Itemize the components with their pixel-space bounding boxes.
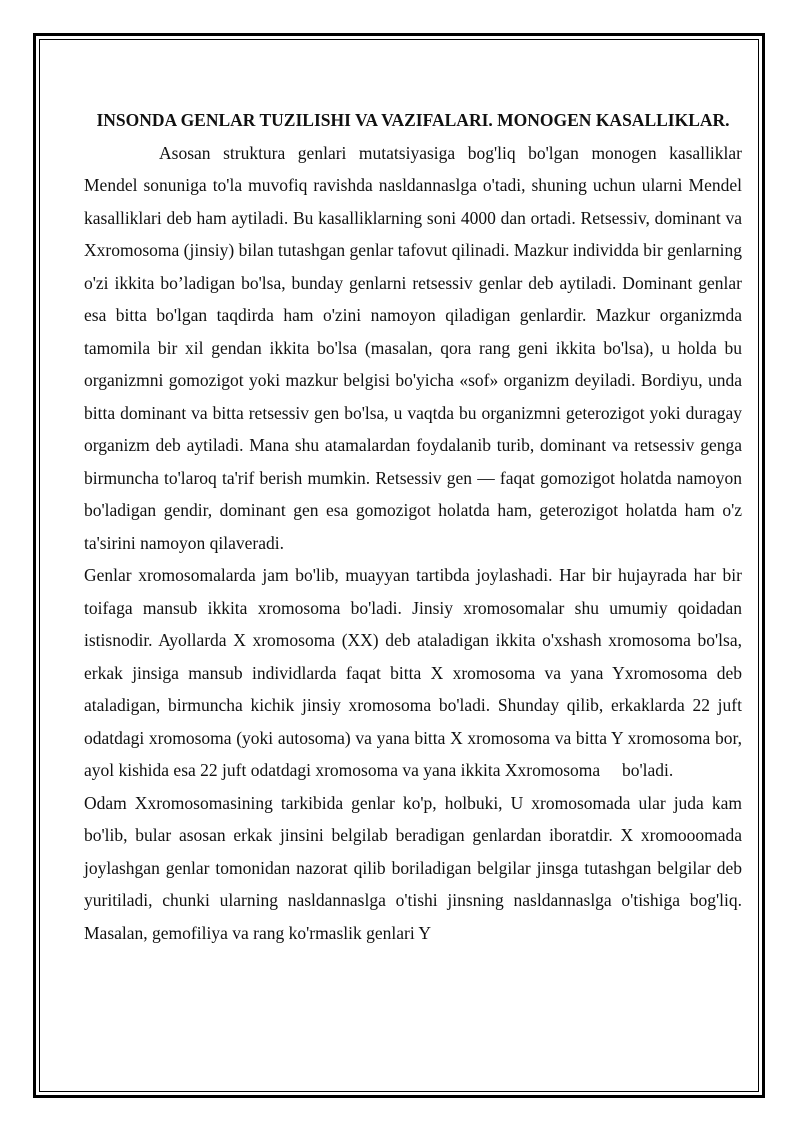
document-body [84,104,747,949]
paragraph-3: Odam Xxromosomasining tarkibida genlar ko'p, holbuki, U xromosomada ular juda kam bo'lib, bular asosan erkak jinsini belgilab beradigan genlardan iboratdir. X xromooomada joylashgan genlar tomonidan nazorat qilib boriladigan belgilar jinsga tutashgan belgilar deb yuritiladi, chunki ularning nasldannaslga o'tishi jinsning nasldannaslga o'tishiga bog'liq. Masalan, gemofiliya va rang ko'rmaslik genlari Y [84,792,742,943]
paragraph-1: Asosan struktura genlari mutatsiyasiga bog'liq bo'lgan monogen kasalliklar Mendel sonuniga to'la muvofiq ravishda nasldannaslga o'tadi, shuning uchun ularni Mendel kasalliklari deb ham aytiladi. Bu kasalliklarning soni 4000 dan ortadi. Retsessiv, dominant va Xxromosoma (jinsiy) bilan tutashgan genlar tafovut qilinadi. Mazkur individda bir genlarning o'zi ikkita bo’ladigan bo'lsa, bunday genlarni retsessiv genlar deb aytiladi. Dominant genlar esa bitta bo'lgan taqdirda ham o'zini namoyon qiladigan genlardir. Mazkur organizmda tamomila bir xil gendan ikkita bo'lsa (masalan, qora rang geni ikkita bo'lsa), u holda bu organizmni gomozigot yoki mazkur belgisi bo'yicha «sof» organizm deyiladi. Bordiyu, unda bitta dominant va bitta retsessiv gen bo'lsa, u vaqtda bu organizmni geterozigot yoki duragay organizm deb aytiladi. Mana shu atamalardan foydalanib turib, dominant va retsessiv genga birmuncha to'laroq ta'rif berish mumkin. Retsessiv gen — faqat gomozigot holatda namoyon bo'ladigan gendir, dominant gen esa gomozigot holatda ham, geterozigot holatda ham o'z ta'sirini namoyon qilaveradi. [84,142,742,553]
paragraph-2: Genlar xromosomalarda jam bo'lib, muayyan tartibda joylashadi. Har bir hujayrada har bir toifaga mansub ikkita xromosoma bo'ladi. Jinsiy xromosomalar shu umumiy qoidadan istisnodir. Ayollarda X xromosoma (XX) deb ataladigan ikkita o'xshash xromosoma bo'lsa, erkak jinsiga mansub individlarda faqat bitta X xromosoma va yana Yxromosoma deb ataladigan, birmuncha kichik jinsiy xromosoma bo'ladi. Shunday qilib, erkaklarda 22 juft odatdagi xromosoma (yoki autosoma) va yana bitta X xromosoma va bitta Y xromosoma bor, ayol kishida esa 22 juft odatdagi xromosoma va yana ikkita Xxromosoma bo'ladi. [84,565,747,780]
document-title: INSONDA GENLAR TUZILISHI VA VAZIFALARI. MONOGEN KASALLIKLAR. [96,110,730,130]
